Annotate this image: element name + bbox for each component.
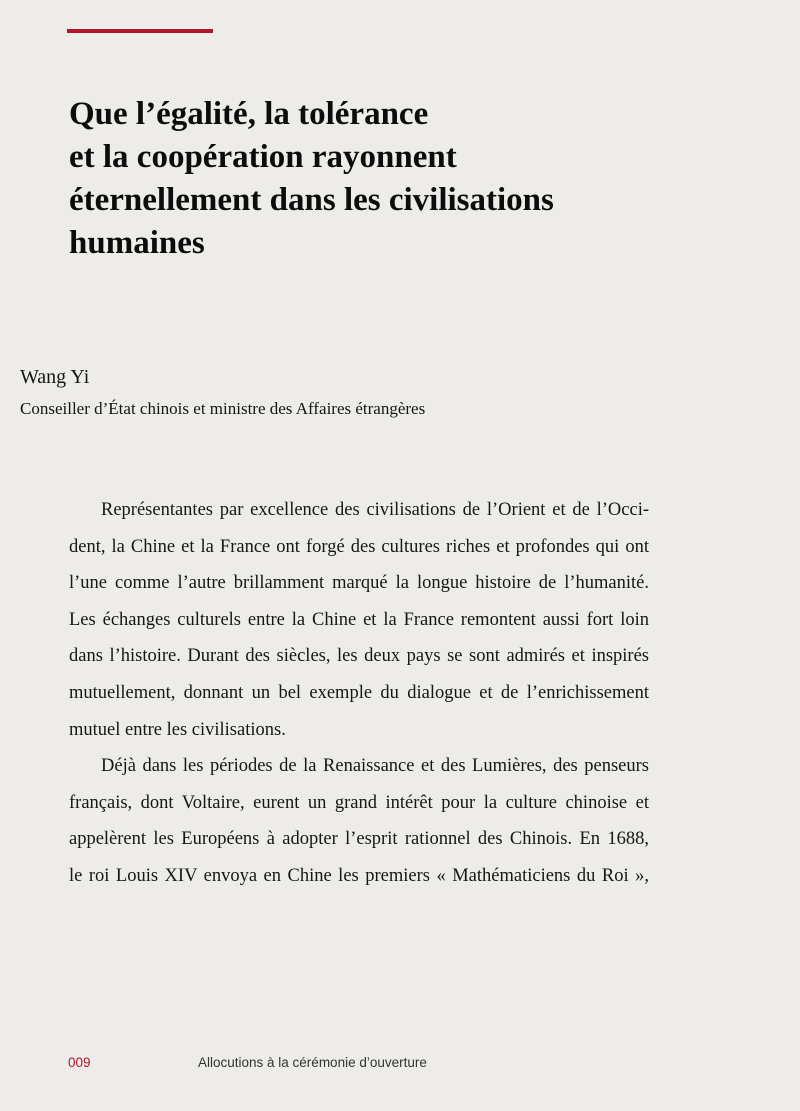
paragraph [69, 492, 649, 748]
paragraph [69, 748, 649, 894]
article-body [69, 492, 649, 895]
title-line: Que l’égalité, la tolérance [69, 96, 429, 132]
page-number: 009 [68, 1055, 91, 1070]
author-role: Conseiller d’État chinois et ministre des Affaires étrangères [20, 399, 426, 418]
text-line: Les échanges culturels entre la Chine et la France remontent aussi fort loin [69, 609, 649, 630]
text-line: mutuellement, donnant un bel exemple du dialogue et de l’enrichissement [69, 682, 649, 703]
text-line: l’une comme l’autre brillamment marqué la longue histoire de l’humanité. [69, 573, 649, 594]
text-line: appelèrent les Européens à adopter l’esprit rationnel des Chinois. En 1688, [69, 829, 649, 850]
text-line: Déjà dans les périodes de la Renaissance et des Lumières, des penseurs [101, 756, 649, 777]
text-line: mutuel entre les civilisations. [69, 719, 286, 740]
text-line: Représentantes par excellence des civilisations de l’Orient et de l’Occi- [101, 500, 649, 520]
author-name: Wang Yi [20, 366, 90, 388]
accent-rule [67, 29, 213, 33]
title-line: et la coopération rayonnent [69, 139, 457, 175]
text-line: dans l’histoire. Durant des siècles, les deux pays se sont admirés et inspirés [69, 646, 649, 667]
page-title [69, 93, 769, 265]
text-line: le roi Louis XIV envoya en Chine les premiers « Mathématiciens du Roi », [69, 865, 649, 886]
text-line: français, dont Voltaire, eurent un grand intérêt pour la culture chinoise et [69, 792, 649, 813]
text-line: dent, la Chine et la France ont forgé des cultures riches et profondes qui ont [69, 536, 649, 557]
title-line: éternellement dans les civilisations [69, 182, 554, 218]
running-head: Allocutions à la cérémonie d’ouverture [198, 1055, 427, 1070]
title-line: humaines [69, 225, 205, 261]
